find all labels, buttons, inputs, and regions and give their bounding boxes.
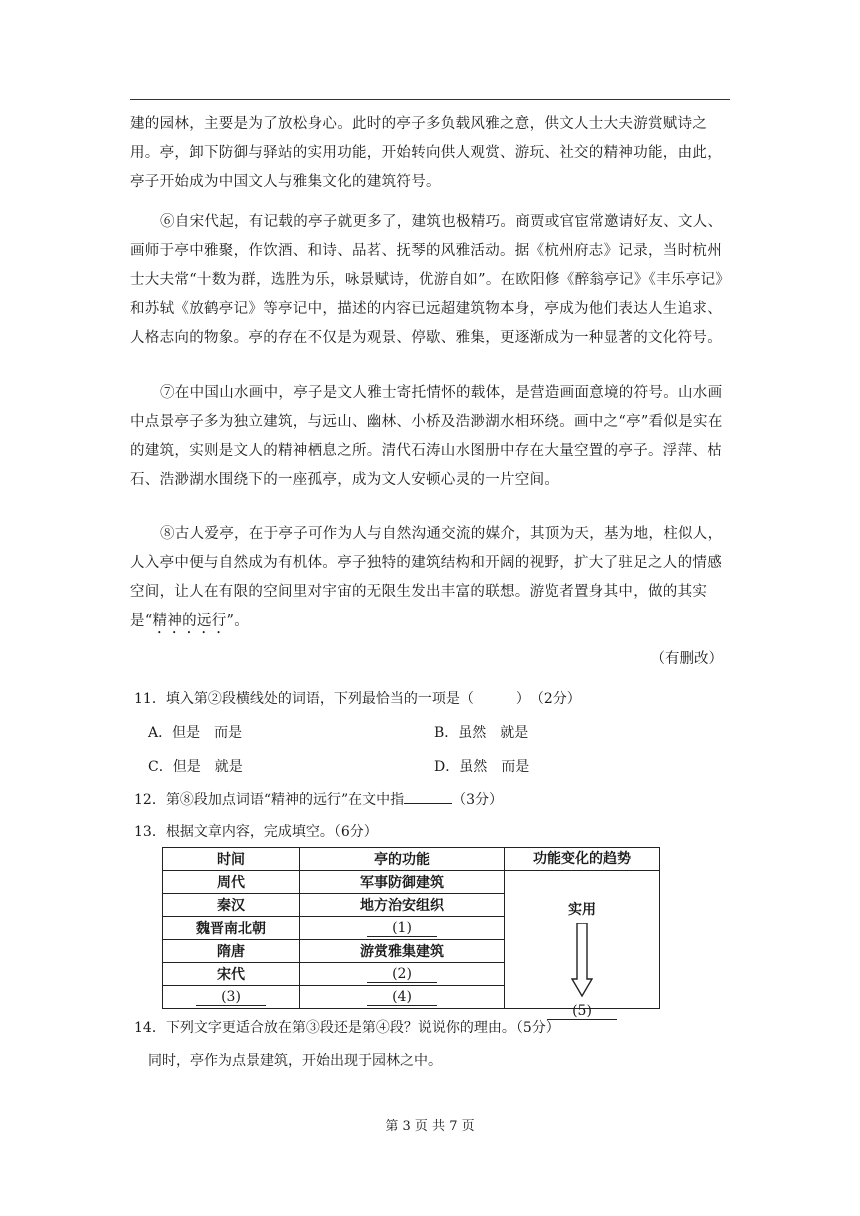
table-header-function: 亭的功能 bbox=[300, 848, 505, 871]
question-12 bbox=[134, 789, 503, 811]
page-footer: 第 3 页 共 7 页 bbox=[385, 1119, 475, 1134]
table-cell-era: 隋唐 bbox=[163, 940, 300, 963]
table-cell-function: 游赏雅集建筑 bbox=[300, 940, 505, 963]
question-13-stem: 13．根据文章内容，完成填空。（6分） bbox=[134, 824, 378, 840]
table-header-time: 时间 bbox=[163, 848, 300, 871]
table-header-trend: 功能变化的趋势 bbox=[505, 848, 660, 871]
paragraph-8-text: ⑧古人爱亭，在于亭子可作为人与自然沟通交流的媒介，其顶为天，基为地，柱似人，人入亭中便与自然成为有机体。亭子独特的建筑结构和开阔的视野，扩大了驻足之人的情感空间，让人在有限的空间里对宇宙的无限生发出丰富的联想。游览者置身其中，做的其实是 bbox=[130, 526, 723, 629]
answer-blank[interactable] bbox=[404, 789, 452, 804]
trend-blank-5[interactable]: (5) bbox=[505, 1003, 659, 1020]
table-blank-3[interactable]: (3) bbox=[163, 986, 300, 1009]
question-11-option-d: D．虽然 而是 bbox=[434, 759, 530, 775]
table-cell-era: 秦汉 bbox=[163, 894, 300, 917]
header-rule bbox=[130, 99, 730, 100]
table-blank-1[interactable]: (1) bbox=[300, 917, 505, 940]
table-cell-era: 宋代 bbox=[163, 963, 300, 986]
question-12-stem: 12．第⑧段加点词语“精神的远行”在文中指 bbox=[134, 792, 405, 808]
table-cell-function: 军事防御建筑 bbox=[300, 871, 505, 894]
paragraph-8-end: 。 bbox=[234, 613, 250, 629]
question-11-option-c: C．但是 就是 bbox=[148, 759, 243, 775]
question-12-score: （3分） bbox=[452, 792, 504, 808]
question-14-quote: 同时，亭作为点景建筑，开始出现于园林之中。 bbox=[148, 1053, 442, 1069]
question-11-stem: 11．填入第②段横线处的词语，下列最恰当的一项是（ ） （2分） bbox=[134, 691, 581, 707]
passage-paragraph-7: ⑦在中国山水画中，亭子是文人雅士寄托情怀的载体，是营造画面意境的符号。山水画中点景亭子多为独立建筑，与远山、幽林、小桥及浩渺湖水相环绕。画中之“亭”看似是实在的建筑，实则是文人的精神栖息之所。清代石涛山水图册中存在大量空置的亭子。浮萍、枯石、浩渺湖水围绕下的一座孤亭，成为文人安顿心灵的一片空间。 bbox=[130, 385, 723, 488]
table-blank-2[interactable]: (2) bbox=[300, 963, 505, 986]
down-arrow-icon bbox=[571, 923, 593, 997]
trend-start-label: 实用 bbox=[568, 902, 596, 918]
dotted-phrase: “精神的远行” bbox=[144, 613, 235, 629]
table-cell-function: 地方治安组织 bbox=[300, 894, 505, 917]
trend-cell bbox=[505, 871, 660, 1019]
table-blank-4[interactable]: (4) bbox=[300, 986, 505, 1009]
table-cell-era: 魏晋南北朝 bbox=[163, 917, 300, 940]
passage-paragraph-6: ⑥自宋代起，有记载的亭子就更多了，建筑也极精巧。商贾或官宦常邀请好友、文人、画师于亭中雅聚，作饮酒、和诗、品茗、抚琴的风雅活动。据《杭州府志》记录，当时杭州士大夫常“十数为群，选胜为乐，咏景赋诗，优游自如”。在欧阳修《醉翁亭记》《丰乐亭记》和苏轼《放鹤亭记》等亭记中，描述的内容已远超建筑物本身，亭成为他们表达人生追求、人格志向的物象。亭的存在不仅是为观景、停歇、雅集，更逐渐成为一种显著的文化符号。 bbox=[130, 214, 731, 346]
question-11-option-a: A．但是 而是 bbox=[148, 725, 243, 741]
table-cell-era: 周代 bbox=[163, 871, 300, 894]
question-11-option-b: B．虽然 就是 bbox=[434, 725, 529, 741]
passage-paragraph-5-continued: 建的园林，主要是为了放松身心。此时的亭子多负载风雅之意，供文人士大夫游赏赋诗之用。亭，卸下防御与驿站的实用功能，开始转向供人观赏、游玩、社交的精神功能，由此，亭子开始成为中国文人与雅集文化的建筑符号。 bbox=[130, 116, 722, 190]
passage-paragraph-8 bbox=[130, 520, 736, 637]
function-table bbox=[162, 847, 660, 1019]
source-note: （有删改） bbox=[650, 651, 723, 667]
question-14-stem: 14．下列文字更适合放在第③段还是第④段？说说你的理由。（5分） bbox=[134, 1020, 560, 1036]
